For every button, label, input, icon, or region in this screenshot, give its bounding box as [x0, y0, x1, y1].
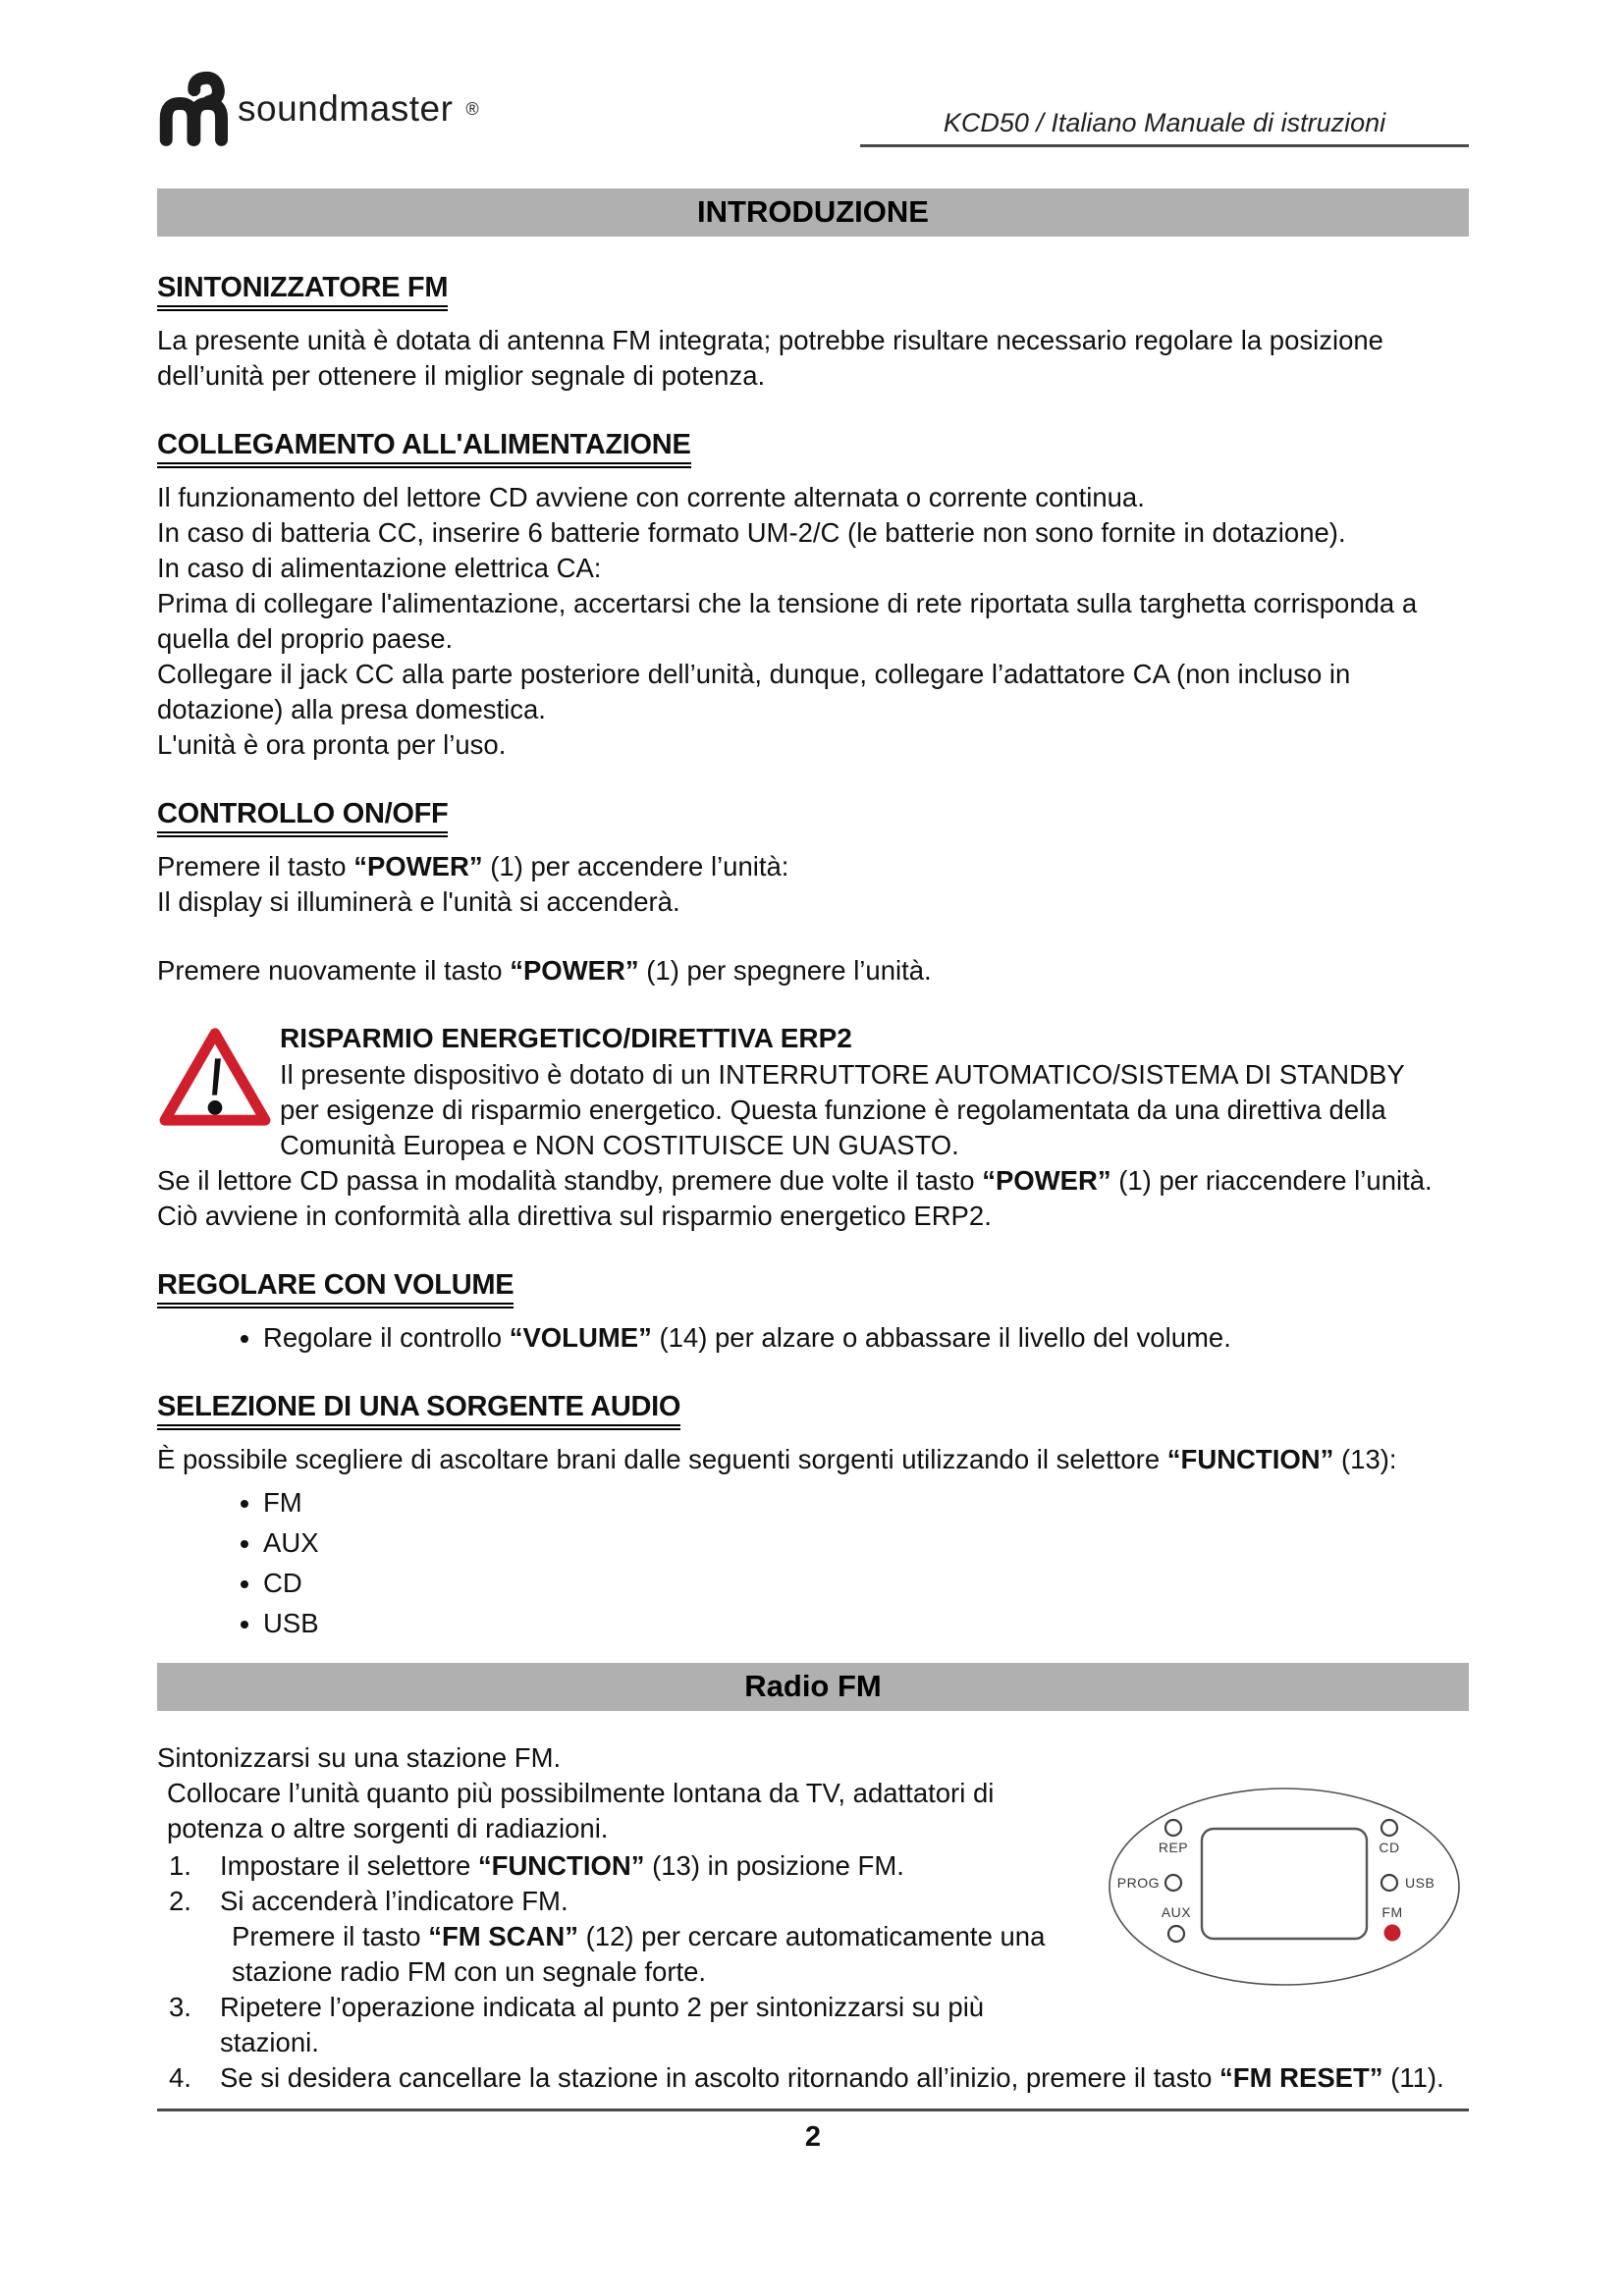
brand-logo	[157, 71, 479, 147]
heading-on-off: CONTROLLO ON/OFF	[157, 798, 1469, 837]
diagram-label-cd: CD	[1379, 1840, 1400, 1855]
diagram-label-prog: PROG	[1116, 1875, 1160, 1891]
source-select-intro: È possibile scegliere di ascoltare brani dalle seguenti sorgenti utilizzando il selettore “FUNCTION” (13):	[157, 1444, 1397, 1474]
page-number: 2	[804, 2121, 822, 2153]
step-number: 1.	[169, 1850, 191, 1881]
fm-tuner-body: La presente unità è dotata di antenna FM integrata; potrebbe risultare necessario regolare la posizione dell’unità per ottenere il miglior segnale di potenza.	[157, 325, 1383, 391]
energy-saving-notice	[157, 1020, 1469, 1163]
volume-bullet: • Regolare il controllo “VOLUME” (14) per alzare o abbassare il livello del volume.	[263, 1320, 1469, 1356]
power-line: L'unità è ora pronta per l’uso.	[157, 729, 507, 760]
heading-source-select: SELEZIONE DI UNA SORGENTE AUDIO	[157, 1391, 1469, 1430]
warning-triangle-icon	[157, 1020, 280, 1163]
banner-introduzione: INTRODUZIONE	[157, 188, 1469, 237]
indicator-rep-icon	[1165, 1820, 1181, 1836]
heading-fm-tuner: SINTONIZZATORE FM	[157, 272, 1469, 311]
radio-intro-2: Collocare l’unità quanto più possibilmente lontana da TV, adattatori di potenza o altre sorgenti di radiazioni.	[167, 1778, 995, 1843]
brand-name: soundmaster	[238, 88, 454, 129]
step-item-1	[157, 1848, 1083, 1884]
fm-led-indicator	[1384, 1925, 1401, 1942]
step-number: 4.	[169, 2062, 191, 2093]
volume-bullet-list	[157, 1320, 1469, 1356]
energy-saving-after: Se il lettore CD passa in modalità standby, premere due volte il tasto “POWER” (1) per riaccendere l’unità. Ciò avviene in conformità alla direttiva sul risparmio energetico ERP2.	[157, 1165, 1433, 1231]
document-reference: KCD50 / Italiano Manuale di istruzioni	[860, 108, 1469, 147]
heading-power-connection: COLLEGAMENTO ALL'ALIMENTAZIONE	[157, 429, 1469, 468]
source-item-fm: • FM	[263, 1485, 1469, 1521]
radio-intro-1: Sintonizzarsi su una stazione FM.	[157, 1742, 562, 1773]
power-line: Il funzionamento del lettore CD avviene con corrente alternata o corrente continua.	[157, 482, 1145, 512]
step-item-4	[157, 2060, 1469, 2096]
control-panel-illustration	[1101, 1782, 1469, 1993]
step-text: Si accenderà l’indicatore FM.	[220, 1886, 568, 1916]
source-item-usb: • USB	[263, 1606, 1469, 1641]
indicator-usb-icon	[1381, 1875, 1397, 1891]
on-off-p2: Il display si illuminerà e l'unità si accenderà.	[157, 886, 680, 917]
step-text: Ripetere l’operazione indicata al punto 2 per sintonizzarsi su più stazioni.	[220, 1992, 985, 2057]
banner-radio-fm: Radio FM	[157, 1663, 1469, 1711]
power-line: Prima di collegare l'alimentazione, accertarsi che la tensione di rete riportata sulla targhetta corrisponda a quella del proprio paese.	[157, 588, 1418, 654]
step-item-2	[157, 1884, 1083, 1919]
step-number: 2.	[169, 1886, 191, 1916]
source-list	[157, 1485, 1469, 1641]
display-window	[1202, 1829, 1367, 1939]
diagram-label-rep: REP	[1158, 1840, 1189, 1855]
on-off-p1: Premere il tasto “POWER” (1) per accendere l’unità:	[157, 851, 789, 881]
indicator-aux-icon	[1168, 1926, 1184, 1942]
power-line: In caso di batteria CC, inserire 6 batterie formato UM-2/C (le batterie non sono fornite in dotazione).	[157, 517, 1346, 548]
diagram-label-fm: FM	[1381, 1904, 1403, 1920]
on-off-p3: Premere nuovamente il tasto “POWER” (1) per spegnere l’unità.	[157, 955, 932, 986]
step-text: Impostare il selettore “FUNCTION” (13) in posizione FM.	[220, 1850, 904, 1881]
step-text: Se si desidera cancellare la stazione in ascolto ritornando all’inizio, premere il tasto “FM RESET” (11).	[220, 2062, 1444, 2093]
energy-saving-body: Il presente dispositivo è dotato di un INTERRUTTORE AUTOMATICO/SISTEMA DI STANDBY per esigenze di risparmio energetico. Questa funzione è regolamentata da una direttiva della Comunità Europea e NON COSTITUISCE UN GUASTO.	[280, 1059, 1405, 1160]
step-item-3	[157, 1990, 1083, 2060]
page-header	[157, 44, 1469, 147]
power-line: In caso di alimentazione elettrica CA:	[157, 553, 602, 583]
step-2-extra: Premere il tasto “FM SCAN” (12) per cercare automaticamente una stazione radio FM con un segnale forte.	[232, 1921, 1046, 1987]
soundmaster-logo-icon	[157, 71, 228, 147]
diagram-label-aux: AUX	[1161, 1904, 1192, 1920]
indicator-cd-icon	[1381, 1820, 1397, 1836]
source-item-aux: • AUX	[263, 1525, 1469, 1561]
energy-saving-heading: RISPARMIO ENERGETICO/DIRETTIVA ERP2	[280, 1023, 852, 1053]
registered-mark: ®	[465, 98, 479, 119]
diagram-label-usb: USB	[1405, 1875, 1435, 1891]
step-number: 3.	[169, 1992, 191, 2022]
radio-fm-section	[157, 1740, 1469, 2096]
indicator-prog-icon	[1165, 1875, 1181, 1891]
power-line: Collegare il jack CC alla parte posteriore dell’unità, dunque, collegare l’adattatore CA (non incluso in dotazione) alla presa domestica.	[157, 659, 1351, 724]
heading-volume: REGOLARE CON VOLUME	[157, 1269, 1469, 1308]
page-footer	[157, 2109, 1469, 2154]
source-item-cd: • CD	[263, 1566, 1469, 1601]
